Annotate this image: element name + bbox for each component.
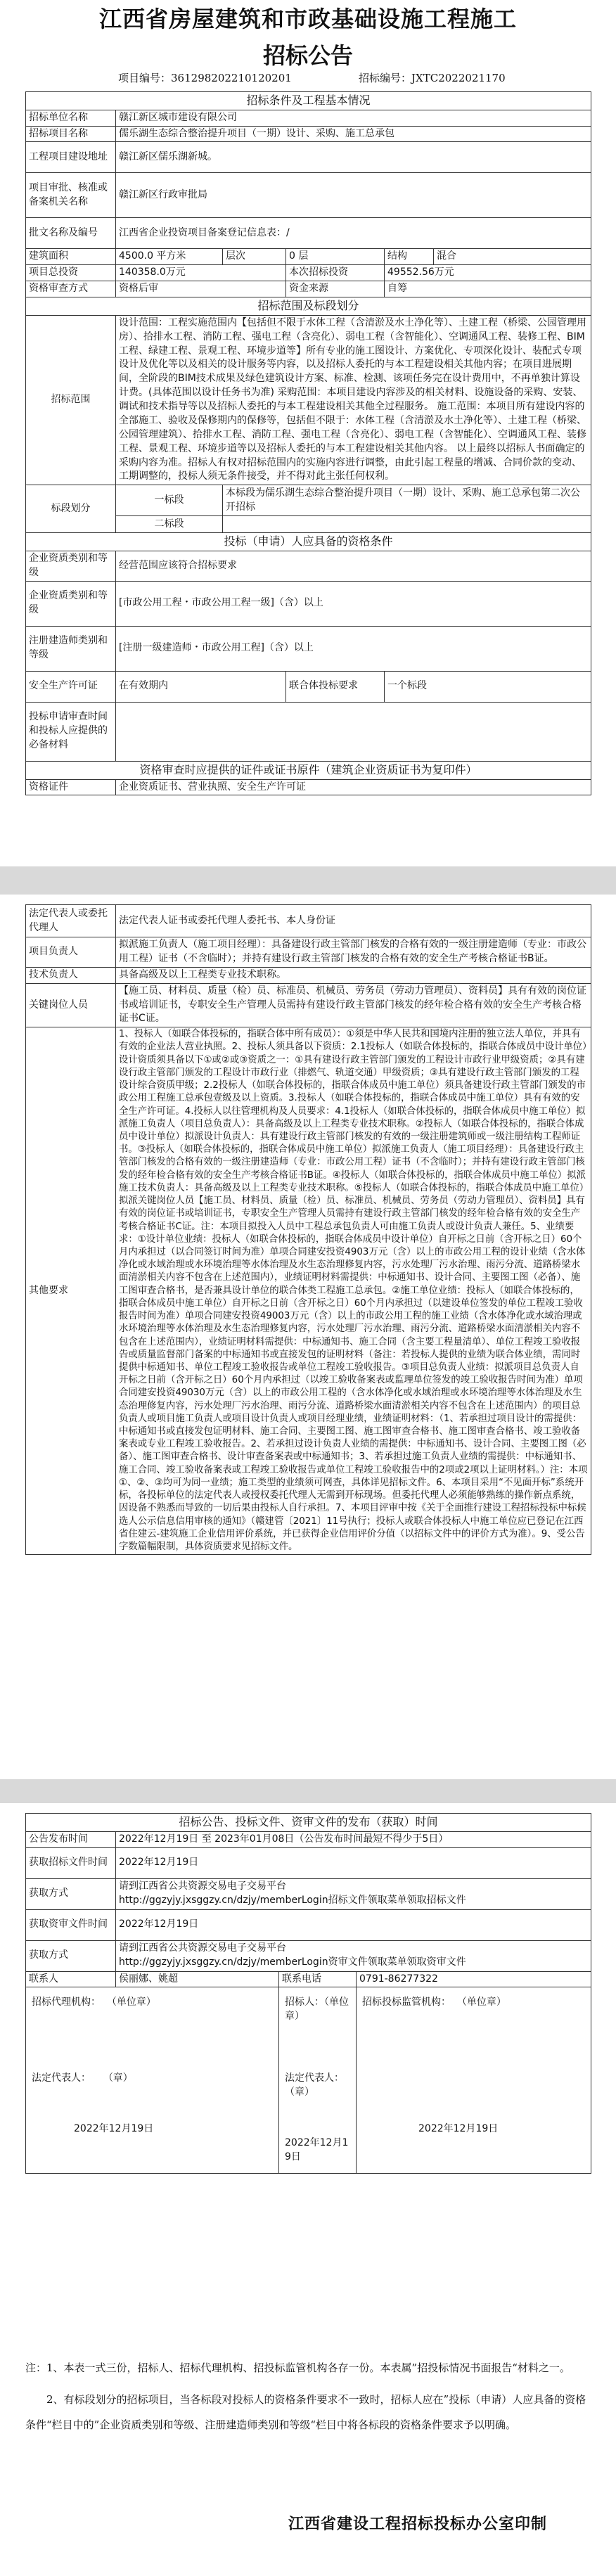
- row-label: 获取方式: [26, 1878, 116, 1909]
- tenderer-date: 2022年12月19日: [285, 2137, 349, 2163]
- row-label: 工程项目建设地址: [26, 142, 116, 173]
- row-label: 项目审批、核准或备案机关名称: [26, 173, 116, 218]
- table-row: [26, 779, 591, 795]
- section-heading-scope: 招标范围及标段划分: [26, 297, 591, 316]
- section-heading-release: 招标公告、投标文件、资审文件的发布（获取）时间: [26, 1814, 591, 1832]
- supervisor-label: 招标投标监管机构：: [362, 1997, 451, 2008]
- agency-seal: （单位章）: [106, 1997, 156, 2008]
- document-title: 江西省房屋建筑和市政基础设施工程施工: [98, 6, 517, 32]
- project-number-value: 3612982022101202​01: [171, 72, 292, 84]
- row-value: 赣江新区城市建设有限公司: [116, 110, 591, 126]
- row-value: 江西省企业投资项目备案登记信息表：/: [116, 218, 591, 249]
- release-table: [25, 1813, 591, 2174]
- document-header: [0, 0, 616, 70]
- row-label: 获取招标文件时间: [26, 1847, 116, 1878]
- row-value: 经营范围应该符合招标要求: [116, 551, 591, 582]
- row-label: 企业资质类别和等级: [26, 551, 116, 582]
- row-value: [116, 702, 591, 761]
- phone-value: 0791-86277322: [357, 1971, 591, 1987]
- table-row: [26, 315, 591, 485]
- floors-label: 层次: [223, 249, 286, 265]
- agency-date: 2022年12月19日: [74, 2123, 154, 2135]
- tender-number-label: 招标编号：: [359, 72, 412, 84]
- table-row: [26, 1831, 591, 1847]
- section-heading-qualifications: 投标（申请）人应具备的资格条件: [26, 533, 591, 551]
- table-row: [26, 1940, 591, 1971]
- funding-source-label: 资金来源: [286, 281, 385, 297]
- row-value: 具备高级及以上工程类专业技术职称。: [116, 967, 591, 983]
- agency-rep-seal: （章）: [103, 2072, 133, 2084]
- row-label: 标段划分: [26, 485, 116, 533]
- other-requirements-text: 1、投标人（如联合体投标的，指联合体中所有成员）：①须是中华人民共和国境内注册的独立法人单位，并具有有效的企业法人营业执照。2、投标人须具备以下资质：2.1投标人（如联合体投标的，指联合体成员中设计单位）设计资质须具备以下①或②或③资质之一：①具有建设行政主管部门颁发的工程设计市政行业甲级资质；②具有建设行政主管部门颁发的工程设计市政行业（排燃气、轨道交通）甲级资质；③具有建设行政主管部门颁发的工程设计综合资质甲级；2.2投标人（如联合体投标的，指联合体成员中施工单位）须具备建设行政主管部门颁发的市政公用工程施工总承包壹级及以上资质。3.投标人（如联合体投标的，指联合体成员中施工单位）具有有效的安全生产许可证。4.投标人以往管理机构及人员要求：4.1投标人（如联合体投标的，指联合体成员中施工单位）拟派施工负责人（项目总负责人）：具备高级及以上工程类专业技术职称。②投标人（如联合体投标的，指联合体成员中设计单位）拟派设计负责人：具有建设行政主管部门核发的有效的一级注册建筑师或一级注册结构工程师证书。③投标人（如联合体投标的，指联合体成员中施工单位）拟派施工负责人（施工项目经理）：具备建设行政主管部门核发的合格有效的一级注册建造师（专业：市政公用工程）证书（不含临时）；并持有建设行政主管部门核发的经年检合格有效的安全生产考核合格证书B证。④投标人（如联合体投标的，指联合体成员中施工单位）拟派施工技术负责人：具备高级及以上工程类专业技术职称。⑤投标人（如联合体投标的，指联合体成员中施工单位）拟派关键岗位人员【施工员、材料员、质量（检）员、标准员、机械员、劳务员（劳动力管理员）、资料员】具有有效的岗位证书或培训证书，专职安全生产管理人员需持有建设行政主管部门核发的经年检合格有效的安全生产考核合格证书C证。注：本项目拟投入人员中工程总承包负责人可由施工负责人或设计负责人兼任。5、业绩要求：①设计单位业绩：投标人（如联合体投标的，指联合体成员中设计单位）自开标之日前（含开标之日）60个月内承担过（以合同签订时间为准）单项合同建安投资4903万元（含）以上的市政公用工程的设计业绩（含水体净化或水域治理或水环境治理等水体治理及水生态治理修复内容，污水处理厂污水治理、雨污分流、道路桥梁水面清淤相关内容不包含在上述范围内），业绩证明材料需提供：中标通知书、设计合同、主要图工图（必备）、施工图审查合格书，是否兼具设计单位的联合体类工程施工总承包。②施工单位业绩：投标人（如联合体投标的，指联合体成员中施工单位）自开标之日前（含开标之日）60个月内承担过（以建设单位签发的单位工程竣工验收报告时间为准）单项合同建安投资49003万元（含）以上的市政公用工程的施工业绩（含水体净化或水域治理或水环境治理等水体治理及水生态治理修复内容，污水处理厂污水治理、雨污分流、道路桥梁水面清淤相关内容不包含在上述范围内），业绩证明材料需提供：中标通知书、施工合同（含主要工程量清单）、单位工程竣工验收报告或质量监督部门备案的中标通知书或直接发包的证明材料（备注：若投标人提供的业绩为联合体业绩，需同时提供中标通知书、单位工程竣工验收报告或单位工程竣工验收报告。③项目总负责人业绩：拟派项目总负责人自开标之日前（含开标之日）60个月内承担过（以竣工验收备案表或监理单位签发的竣工验收报告时间为准）单项合同建安投资49030万元（含）以上的市政公用工程的（含水体净化或水域治理或水环境治理等水体治理及水生态治理修复内容，污水处理厂污水治理、雨污分流、道路桥梁水面清淤相关内容不包含在上述范围内）的项目总负责人或项目施工负责人或项目设计负责人或项目经理业绩，业绩证明材料：（1、若承担过项目设计的需提供：中标通知书或直接发包证明材料、施工合同、主要图工图、施工图审查合格书、施工图审查合格书、竣工验收备案表或专业工程竣工验收报告。2、若承担过设计负责人业绩的需提供：中标通知书、设计合同、主要图工图（必备）、施工图审查合格书、设计审查备案表或中标通知书；3、若承担过施工负责人业绩的需提供：中标通知书、施工合同、竣工验收备案表或工程竣工验收报告或单位工程竣工验收报告中的2项或2项以上证明材料。）注：本项①、②、③均可为同一业绩；施工类型的业绩须可网查，具体详见招标文件。6、本项目采用“不见面开标”系统开标，各投标单位的法定代表人或授权委托代理人无需到开标现场。但委托代理人必须能够熟练的操作新点系统，因设备不熟悉而导致的一切后果由投标人自行承担。7、本项目评审中按《关于全面推行建设工程招标投标中标候选人公示信息信用审核的通知》（赣建管〔2021〕11号执行；投标人或联合体投标人中施工单位应已登记在江西省住建云-建筑施工企业信用评价系统，并已获得企业信用评价分值（以招标文件中的评价方式为准）。9、受公告字数篇幅限制，具体资质要求见招标文件。: [116, 1027, 591, 1555]
- row-value: 请到江西省公共资源交易电子交易平台 http://ggzyjy.jxsggzy.cn/dzjy/memberLogin招标文件领取菜单领取招标文件: [116, 1878, 591, 1909]
- tenderer-label: 招标人：: [285, 1997, 324, 2008]
- footnote-1: 注：1、本表一式三份，招标人、招标代理机构、招投标监管机构各存一份。本表属”招投标情况书面报告“材料之一。: [25, 2362, 570, 2374]
- table-row: [26, 1878, 591, 1909]
- row-value: 拟派施工负责人（施工项目经理）：具备建设行政主管部门核发的合格有效的一级注册建造师（专业：市政公用工程）证书（不含临时）；并持有建设行政主管部门核发的合格有效的安全生产考核合格证书B证。: [116, 937, 591, 968]
- lot-name: 一标段: [116, 485, 223, 516]
- section-heading-documents: 资格审查时应提供的证件或证书原件（建筑企业资质证书为复印件）: [26, 761, 591, 779]
- row-label: 招标项目名称: [26, 126, 116, 142]
- table-row: [26, 1909, 591, 1940]
- page-separator: [0, 866, 616, 895]
- table-row: [26, 142, 591, 173]
- footnote-2: 2、有标段划分的招标项目，当各标段对投标人的资格条件要求不一致时，招标人应在”投标（申请）人应具备的资格条件“栏目中的”企业资质类别和等级、注册建造师类别和等级“栏目中将各标段的资格条件要求予以明确。: [25, 2393, 586, 2431]
- contact-label: 联系人: [26, 1971, 116, 1987]
- tender-invest-value: 49552.56万元: [385, 265, 591, 281]
- joint-bid-label: 联合体投标要求: [286, 671, 385, 702]
- agency-rep-label: 法定代表人：: [32, 2072, 91, 2084]
- table-row: [26, 551, 591, 582]
- tender-number: [359, 70, 506, 85]
- scope-text: 设计范围：工程实施范围内【包括但不限于水体工程（含清淤及水土净化等）、土建工程（桥梁、公园管理用房）、拾排水工程、消防工程、强电工程（含亮化）、弱电工程（含智能化）、空调通风工程、装修工程、BIM工程、绿建工程、景观工程、环境步道等】所有专业的施工图设计、方案优化、专项深化设计、装配式专项设计及优化等以及相关的设计服务等内容，以及招标人委托的与本工程建设相关其他内容；在项目进展期间，全阶段的BIM技术成果及绿色建筑设计方案、标准、检测、该项任务完在设计费用中，不再单独计算设计费。(具体范围以设计任务书为准) 采购范围：本项目建设内容涉及的相关材料、设施设备的采购、安装、调试和技术指导等以及招标人委托的与本工程建设相关其他全过程服务。 施工范围：本项目所有建设内容的全部施工、验收及保修期内的保修等，包括但不限于：水体工程（含清淤及水土净化等）、土建工程（桥梁、公园管理建筑）、拾排水工程、消防工程、强电工程（含亮化）、弱电工程（含智能化）、空调通风工程、装修工程、景观工程、环境步道等以及招标人委托的与本工程建设相关其他内容。 以上最终以招标人书面确定的采购内容为准。招标人有权对招标范围内的实施内容进行调整，由此引起工程量的增减、合同价款的变动、工期调整的，投标人须无条件接受，并不得对此主张任何权利。: [116, 315, 591, 485]
- row-value: 企业资质证书、营业执照、安全生产许可证: [116, 779, 591, 795]
- tender-number-value: JXTC2022021170: [411, 72, 506, 84]
- row-label: 获取资审文件时间: [26, 1909, 116, 1940]
- lot-description: [223, 516, 591, 533]
- joint-bid-value: 一个标段: [385, 671, 591, 702]
- supervisor-signature-block: [357, 1987, 591, 2174]
- structure-value: 混合: [434, 249, 591, 265]
- agency-signature-block: [26, 1987, 279, 2174]
- table-row: [26, 249, 591, 265]
- table-row: [26, 1027, 591, 1555]
- table-row: [26, 110, 591, 126]
- row-label: 技术负责人: [26, 967, 116, 983]
- tenderer-signature-block: [279, 1987, 357, 2174]
- table-row: [26, 126, 591, 142]
- row-value: 请到江西省公共资源交易电子交易平台 http://ggzyjy.jxsggzy.cn/dzjy/memberLogin资审文件领取菜单领取资审文件: [116, 1940, 591, 1971]
- row-label: 批文名称及编号: [26, 218, 116, 249]
- page-separator: [0, 1779, 616, 1803]
- row-label: 企业资质类别和等级: [26, 581, 116, 626]
- section-heading-conditions: 招标条件及工程基本情况: [26, 92, 591, 110]
- table-row: [26, 1847, 591, 1878]
- tenderer-rep-label: 法定代表人：: [285, 2072, 344, 2084]
- row-label: 法定代表人或委托代理人: [26, 905, 116, 937]
- floors-value: 0 层: [286, 249, 385, 265]
- tender-invest-label: 本次招标投资: [286, 265, 385, 281]
- structure-label: 结构: [385, 249, 434, 265]
- row-value: 2022年12月19日: [116, 1909, 591, 1940]
- row-label: 投标申请审查时间和投标人应提供的必备材料: [26, 702, 116, 761]
- row-value: [注册一级建造师・市政公用工程]（含）以上: [116, 626, 591, 671]
- phone-label: 联系电话: [279, 1971, 357, 1987]
- lot-name: 二标段: [116, 516, 223, 533]
- tenderer-rep-seal: （章）: [285, 2087, 314, 2098]
- table-row: [26, 173, 591, 218]
- requirements-table: [25, 904, 591, 1555]
- funding-source-value: 自筹: [385, 281, 591, 297]
- row-value: 2022年12月19日: [116, 1847, 591, 1878]
- printing-office: 江西省建设工程招标投标办公室印制: [288, 2515, 548, 2533]
- signature-row: [26, 1987, 591, 2174]
- lot-description: 本标段为儒乐湖生态综合整治提升项目（一期）设计、采购、施工总承包第二次公开招标: [223, 485, 591, 516]
- table-row: [26, 1971, 591, 1987]
- table-row: [26, 281, 591, 297]
- row-label: 招标范围: [26, 315, 116, 485]
- table-row: [26, 702, 591, 761]
- row-label: 招标单位名称: [26, 110, 116, 126]
- row-label: 资格审查方式: [26, 281, 116, 297]
- row-label: 注册建造师类别和等级: [26, 626, 116, 671]
- row-label: 公告发布时间: [26, 1831, 116, 1847]
- row-label: 获取方式: [26, 1940, 116, 1971]
- row-value: 儒乐湖生态综合整治提升项目（一期）设计、采购、施工总承包: [116, 126, 591, 142]
- table-row: [26, 581, 591, 626]
- row-value: 法定代表人证书或委托代理人委托书、本人身份证: [116, 905, 591, 937]
- supervisor-date: 2022年12月19日: [418, 2123, 499, 2135]
- table-row: [26, 265, 591, 281]
- area-value: 4500.0 平方米: [116, 249, 223, 265]
- agency-label: 招标代理机构：: [32, 1997, 101, 2008]
- row-value: 赣江新区儒乐湖新城。: [116, 142, 591, 173]
- document-subtitle: 招标公告: [262, 42, 353, 69]
- total-invest-value: 140358.0万元: [116, 265, 286, 281]
- table-row: [26, 218, 591, 249]
- row-label: 项目总投资: [26, 265, 116, 281]
- row-label: 关键岗位人员: [26, 983, 116, 1027]
- table-row: [26, 967, 591, 983]
- row-value: 2022年12月19日 至 2023年01月08日（公告发布时间最短不得少于5日）: [116, 1831, 591, 1847]
- table-row: [26, 905, 591, 937]
- review-method-value: 资格后审: [116, 281, 286, 297]
- table-row: [26, 671, 591, 702]
- table-row: [26, 983, 591, 1027]
- row-value: [市政公用工程・市政公用工程一级]（含）以上: [116, 581, 591, 626]
- project-number: [118, 70, 292, 85]
- row-label: 建筑面积: [26, 249, 116, 265]
- row-label: 资格证件: [26, 779, 116, 795]
- row-value: 在有效期内: [116, 671, 286, 702]
- table-row: [26, 485, 591, 516]
- row-value: 赣江新区行政审批局: [116, 173, 591, 218]
- tenderer-seal: （单位章）: [285, 1997, 349, 2023]
- table-row: [26, 937, 591, 968]
- supervisor-seal: （单位章）: [456, 1997, 506, 2008]
- row-value: 【施工员、材料员、质量（检）员、标准员、机械员、劳务员（劳动力管理员）、资料员】具有有效的岗位证书或培训证书，专职安全生产管理人员需持有建设行政主管部门核发的经年检合格有效的安全生产考核合格证书C证。: [116, 983, 591, 1027]
- basic-info-table: [25, 91, 591, 795]
- row-label: 其他要求: [26, 1027, 116, 1555]
- footnotes: [25, 2356, 591, 2437]
- row-label: 安全生产许可证: [26, 671, 116, 702]
- project-number-label: 项目编号：: [118, 72, 172, 84]
- contact-value: 侯丽娜、姚超: [116, 1971, 279, 1987]
- table-row: [26, 626, 591, 671]
- row-label: 项目负责人: [26, 937, 116, 968]
